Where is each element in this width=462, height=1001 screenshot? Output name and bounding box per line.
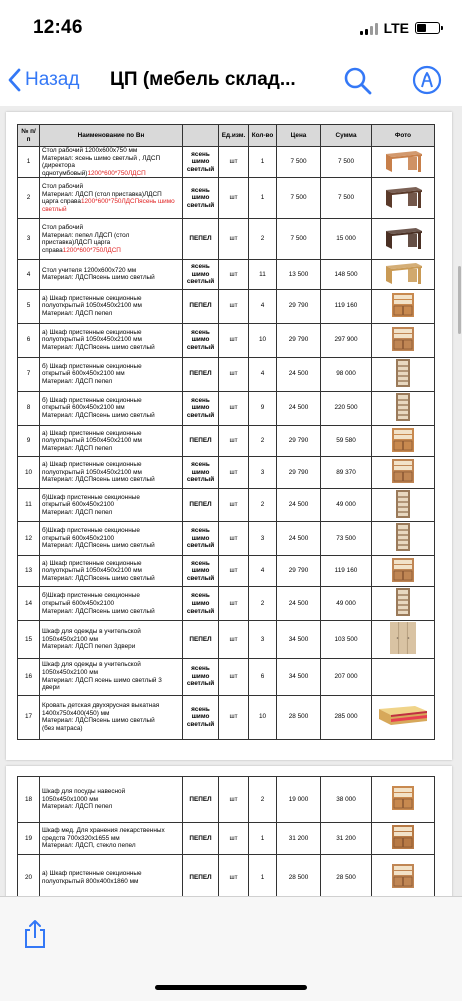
row-unit: шт: [219, 522, 249, 556]
row-quantity: 2: [249, 587, 277, 621]
material-text: ясень шимо светлый: [186, 705, 215, 728]
table-row: [18, 488, 435, 522]
row-unit: шт: [219, 695, 249, 739]
row-price: 29 790: [277, 457, 321, 489]
col-material-header: [183, 125, 219, 147]
row-photo: [372, 323, 435, 357]
row-description: [40, 260, 183, 290]
description-text: б)Шкаф пристенные секционные открытый 600х450х2100 Материал: ЛДСПясень шимо светлый: [42, 592, 155, 615]
row-photo: [372, 695, 435, 739]
row-unit: шт: [219, 621, 249, 659]
row-material: [183, 823, 219, 855]
share-icon[interactable]: [22, 919, 48, 949]
row-number: 20: [18, 855, 40, 897]
col-photo-header: Фото: [372, 125, 435, 147]
description-text: а) Шкаф пристенные секционные полуоткрытый 800х400х1860 мм: [42, 869, 142, 885]
material-text: ясень шимо светлый: [186, 150, 215, 173]
row-price: 24 500: [277, 357, 321, 391]
row-number: 13: [18, 555, 40, 587]
material-text: ПЕПЕЛ: [189, 635, 212, 643]
row-material: [183, 777, 219, 823]
table-row: [18, 658, 435, 695]
furniture-photo: [390, 426, 416, 457]
description-text: а) Шкаф пристенные секционные полуоткрытый 1050х450х2100 мм Материал: ЛДСП пепел: [42, 294, 142, 317]
row-photo: [372, 457, 435, 489]
row-photo: [372, 391, 435, 425]
row-price: 7 500: [277, 219, 321, 260]
furniture-table: [17, 124, 435, 740]
furniture-photo: [394, 358, 412, 391]
col-qty-header: Кол-во: [249, 125, 277, 147]
table-row: [18, 855, 435, 897]
furniture-photo: [394, 489, 412, 522]
material-text: ПЕПЕЛ: [189, 302, 212, 310]
table-row: [18, 219, 435, 260]
row-quantity: 11: [249, 260, 277, 290]
row-unit: шт: [219, 260, 249, 290]
row-price: 28 500: [277, 695, 321, 739]
row-number: 4: [18, 260, 40, 290]
material-text: ПЕПЕЛ: [189, 501, 212, 509]
row-quantity: 2: [249, 488, 277, 522]
material-text: ПЕПЕЛ: [189, 795, 212, 803]
material-text: ясень шимо светлый: [186, 263, 215, 286]
row-material: [183, 488, 219, 522]
row-unit: шт: [219, 855, 249, 897]
description-text: Стол рабочий Материал: ЛДСП (стол приставка)ЛДСП царга справа: [42, 183, 162, 206]
row-unit: шт: [219, 357, 249, 391]
row-description: [40, 425, 183, 457]
table-row: [18, 457, 435, 489]
furniture-photo: [394, 522, 412, 555]
row-sum: 15 000: [321, 219, 372, 260]
scrollbar[interactable]: [458, 266, 461, 334]
row-quantity: 3: [249, 457, 277, 489]
row-material: [183, 658, 219, 695]
document-title: ЦП (мебель склад...: [110, 69, 296, 90]
description-text: б) Шкаф пристенные секционные открытый 600х450х2100 мм Материал: ЛДСП пепел: [42, 362, 142, 385]
row-number: 14: [18, 587, 40, 621]
row-quantity: 4: [249, 357, 277, 391]
description-text: б)Шкаф пристенные секционные открытый 600х450х2100 Материал: ЛДСПясень шимо светлый: [42, 527, 155, 550]
table-row: [18, 289, 435, 323]
row-price: 24 500: [277, 391, 321, 425]
description-text: а) Шкаф пристенные секционные полуоткрытый 1050х450х2100 мм Материал: ЛДСПясень шимо светлый: [42, 328, 155, 351]
row-quantity: 3: [249, 621, 277, 659]
row-material: [183, 587, 219, 621]
status-indicators: [360, 20, 440, 36]
row-material: [183, 260, 219, 290]
row-number: 7: [18, 357, 40, 391]
search-icon[interactable]: [342, 65, 374, 97]
row-sum: 98 000: [321, 357, 372, 391]
row-photo: [372, 777, 435, 823]
row-sum: 73 500: [321, 522, 372, 556]
document-viewer[interactable]: [0, 106, 462, 896]
col-name-header: Наименование по Вн: [40, 125, 183, 147]
back-button[interactable]: [8, 68, 79, 92]
furniture-photo: [390, 325, 416, 356]
navigation-bar: [0, 56, 462, 106]
row-unit: шт: [219, 178, 249, 219]
table-row: [18, 777, 435, 823]
material-text: ПЕПЕЛ: [189, 370, 212, 378]
row-number: 12: [18, 522, 40, 556]
row-sum: 285 000: [321, 695, 372, 739]
row-description: [40, 587, 183, 621]
table-row: [18, 823, 435, 855]
row-quantity: 2: [249, 425, 277, 457]
row-description: [40, 457, 183, 489]
description-text: Шкаф для одежды в учительской 1050х450х2100 мм Материал: ЛДСП пепел 3двери: [42, 627, 141, 651]
row-number: 11: [18, 488, 40, 522]
row-number: 10: [18, 457, 40, 489]
row-material: [183, 855, 219, 897]
row-material: [183, 289, 219, 323]
row-quantity: 6: [249, 658, 277, 695]
description-dimensions: 1200*600*750ЛДСП: [87, 169, 146, 177]
row-photo: [372, 823, 435, 855]
row-price: 24 500: [277, 587, 321, 621]
row-material: [183, 621, 219, 659]
row-number: 6: [18, 323, 40, 357]
description-text: а) Шкаф пристенные секционные полуоткрытый 1050х450х2100 мм Материал: ЛДСП пепел: [42, 429, 142, 452]
row-number: 5: [18, 289, 40, 323]
row-quantity: 1: [249, 178, 277, 219]
row-photo: [372, 425, 435, 457]
material-text: ясень шимо светлый: [186, 665, 215, 688]
markup-pen-icon[interactable]: [411, 64, 443, 96]
table-row: [18, 147, 435, 178]
material-text: ясень шимо светлый: [186, 527, 215, 550]
row-photo: [372, 357, 435, 391]
col-unit-header: Ед.изм.: [219, 125, 249, 147]
row-photo: [372, 488, 435, 522]
row-description: [40, 178, 183, 219]
description-text: Стол учителя 1200х600х720 мм Материал: ЛДСПясень шимо светлый: [42, 266, 155, 282]
row-price: 29 790: [277, 289, 321, 323]
table-row: [18, 260, 435, 290]
row-number: 8: [18, 391, 40, 425]
row-number: 17: [18, 695, 40, 739]
row-material: [183, 391, 219, 425]
row-number: 2: [18, 178, 40, 219]
furniture-photo: [388, 621, 418, 658]
row-sum: 49 000: [321, 488, 372, 522]
row-unit: шт: [219, 457, 249, 489]
row-unit: шт: [219, 823, 249, 855]
table-row: [18, 695, 435, 739]
row-price: 34 500: [277, 658, 321, 695]
row-material: [183, 147, 219, 178]
furniture-photo: [377, 703, 429, 732]
row-price: 24 500: [277, 488, 321, 522]
row-description: [40, 522, 183, 556]
material-text: ПЕПЕЛ: [189, 437, 212, 445]
row-unit: шт: [219, 555, 249, 587]
material-text: ясень шимо светлый: [186, 186, 215, 209]
row-sum: 7 500: [321, 178, 372, 219]
description-text: Стол рабочий Материал: пепел ЛДСП (стол приставка)ЛДСП царга справа: [42, 224, 130, 254]
furniture-photo: [394, 587, 412, 620]
row-price: 7 500: [277, 147, 321, 178]
row-price: 7 500: [277, 178, 321, 219]
row-description: [40, 488, 183, 522]
row-price: 31 200: [277, 823, 321, 855]
description-text: Шкаф для одежды в учительской 1050х450х2100 мм Материал: ЛДСП ясень шимо светлый 3 двери: [42, 661, 162, 692]
col-sum-header: Сумма: [321, 125, 372, 147]
material-text: ПЕПЕЛ: [189, 235, 212, 243]
row-unit: шт: [219, 425, 249, 457]
row-description: [40, 658, 183, 695]
row-quantity: 1: [249, 855, 277, 897]
description-text: Шкаф для посуды навесной 1050х450х1000 мм Материал: ЛДСП пепел: [42, 788, 126, 811]
row-quantity: 4: [249, 289, 277, 323]
row-price: 29 790: [277, 555, 321, 587]
furniture-photo: [382, 225, 424, 254]
row-photo: [372, 289, 435, 323]
status-bar: [0, 0, 462, 56]
row-quantity: 3: [249, 522, 277, 556]
row-photo: [372, 658, 435, 695]
row-quantity: 4: [249, 555, 277, 587]
table-header-row: [18, 125, 435, 147]
row-description: [40, 777, 183, 823]
description-text: б) Шкаф пристенные секционные открытый 600х450х2100 мм Материал: ЛДСПясень шимо светлый: [42, 396, 155, 419]
row-description: [40, 621, 183, 659]
row-quantity: 2: [249, 777, 277, 823]
bottom-toolbar: [0, 896, 462, 1001]
row-sum: 38 000: [321, 777, 372, 823]
row-photo: [372, 522, 435, 556]
row-quantity: 9: [249, 391, 277, 425]
row-description: [40, 823, 183, 855]
row-sum: 31 200: [321, 823, 372, 855]
row-photo: [372, 260, 435, 290]
row-sum: 103 500: [321, 621, 372, 659]
row-number: 1: [18, 147, 40, 178]
network-type: LTE: [383, 20, 409, 36]
row-price: 29 790: [277, 425, 321, 457]
row-quantity: 1: [249, 147, 277, 178]
furniture-photo: [390, 556, 416, 587]
row-unit: шт: [219, 323, 249, 357]
furniture-photo: [382, 184, 424, 213]
row-quantity: 2: [249, 219, 277, 260]
table-row: [18, 425, 435, 457]
pdf-page-1: [6, 112, 452, 760]
furniture-photo: [390, 457, 416, 488]
row-price: 29 790: [277, 323, 321, 357]
row-photo: [372, 621, 435, 659]
row-unit: шт: [219, 488, 249, 522]
battery-icon: [415, 22, 440, 34]
furniture-photo: [382, 260, 424, 289]
row-sum: 49 000: [321, 587, 372, 621]
description-dimensions: 1200*600*750ЛДСП: [62, 246, 121, 254]
furniture-photo: [390, 784, 416, 815]
description-text: а) Шкаф пристенные секционные полуоткрытый 1050х450х2100 мм Материал: ЛДСПясень шимо светлый: [42, 559, 155, 582]
row-sum: 119 160: [321, 555, 372, 587]
row-sum: 297 900: [321, 323, 372, 357]
description-text: а) Шкаф пристенные секционные полуоткрытый 1050х450х2100 мм Материал: ЛДСПясень шимо светлый: [42, 461, 155, 484]
row-description: [40, 289, 183, 323]
row-unit: шт: [219, 289, 249, 323]
material-text: ясень шимо светлый: [186, 461, 215, 484]
row-description: [40, 323, 183, 357]
row-price: 13 500: [277, 260, 321, 290]
pdf-page-2: [6, 766, 452, 896]
row-price: 19 000: [277, 777, 321, 823]
row-sum: 89 370: [321, 457, 372, 489]
row-number: 9: [18, 425, 40, 457]
row-photo: [372, 219, 435, 260]
row-sum: 148 500: [321, 260, 372, 290]
row-material: [183, 457, 219, 489]
cellular-signal-icon: [360, 22, 378, 35]
row-photo: [372, 147, 435, 178]
row-photo: [372, 587, 435, 621]
row-material: [183, 323, 219, 357]
row-number: 15: [18, 621, 40, 659]
row-material: [183, 178, 219, 219]
table-row: [18, 391, 435, 425]
row-price: 24 500: [277, 522, 321, 556]
chevron-left-icon: [8, 68, 22, 92]
material-text: ясень шимо светлый: [186, 592, 215, 615]
row-sum: 119 160: [321, 289, 372, 323]
row-description: [40, 555, 183, 587]
row-description: [40, 855, 183, 897]
material-text: ясень шимо светлый: [186, 396, 215, 419]
row-sum: 7 500: [321, 147, 372, 178]
table-row: [18, 522, 435, 556]
row-quantity: 10: [249, 695, 277, 739]
row-description: [40, 391, 183, 425]
row-quantity: 10: [249, 323, 277, 357]
row-photo: [372, 855, 435, 897]
table-row: [18, 178, 435, 219]
row-price: 34 500: [277, 621, 321, 659]
row-number: 16: [18, 658, 40, 695]
row-photo: [372, 178, 435, 219]
table-row: [18, 621, 435, 659]
row-material: [183, 555, 219, 587]
furniture-table-continued: [17, 776, 435, 896]
row-number: 19: [18, 823, 40, 855]
material-text: ПЕПЕЛ: [189, 834, 212, 842]
description-text: б)Шкаф пристенные секционные открытый 600х450х2100 Материал: ЛДСП пепел: [42, 493, 140, 516]
row-unit: шт: [219, 219, 249, 260]
row-material: [183, 425, 219, 457]
row-unit: шт: [219, 391, 249, 425]
row-sum: 220 500: [321, 391, 372, 425]
row-description: [40, 147, 183, 178]
description-text: Стол рабочий 1200х600х750 мм Материал: ясень шимо светлый , ЛДСП (директора однотумбовый): [42, 147, 161, 177]
row-photo: [372, 555, 435, 587]
status-time: 12:46: [33, 17, 83, 38]
row-unit: шт: [219, 658, 249, 695]
row-description: [40, 695, 183, 739]
material-text: ясень шимо светлый: [186, 328, 215, 351]
furniture-photo: [390, 291, 416, 322]
furniture-photo: [390, 823, 416, 854]
row-sum: 28 500: [321, 855, 372, 897]
back-label: Назад: [25, 69, 80, 90]
row-material: [183, 357, 219, 391]
row-material: [183, 522, 219, 556]
description-text: Шкаф мед. Для хранения лекарственных средств 700х320х1655 мм Материал: ЛДСП, стекло пепел: [42, 827, 165, 850]
row-description: [40, 219, 183, 260]
description-text: Кровать детская двухярусная выкатная 1400х750х400(450) мм Материал: ЛДСПясень шимо светлый (без матраса): [42, 701, 160, 732]
col-num-header: № п/п: [18, 125, 40, 147]
row-material: [183, 219, 219, 260]
row-material: [183, 695, 219, 739]
description-dimensions: 1200*600*750ЛДСПясень шимо светлый: [42, 198, 175, 213]
furniture-photo: [394, 392, 412, 425]
row-sum: 207 000: [321, 658, 372, 695]
table-row: [18, 357, 435, 391]
row-quantity: 1: [249, 823, 277, 855]
row-price: 28 500: [277, 855, 321, 897]
table-row: [18, 555, 435, 587]
table-row: [18, 587, 435, 621]
row-number: 18: [18, 777, 40, 823]
row-unit: шт: [219, 587, 249, 621]
row-sum: 59 580: [321, 425, 372, 457]
row-number: 3: [18, 219, 40, 260]
home-indicator: [155, 985, 307, 990]
table-row: [18, 323, 435, 357]
furniture-photo: [390, 862, 416, 893]
row-unit: шт: [219, 777, 249, 823]
material-text: ПЕПЕЛ: [189, 873, 212, 881]
material-text: ясень шимо светлый: [186, 559, 215, 582]
row-description: [40, 357, 183, 391]
col-price-header: Цена: [277, 125, 321, 147]
row-unit: шт: [219, 147, 249, 178]
furniture-photo: [382, 148, 424, 177]
